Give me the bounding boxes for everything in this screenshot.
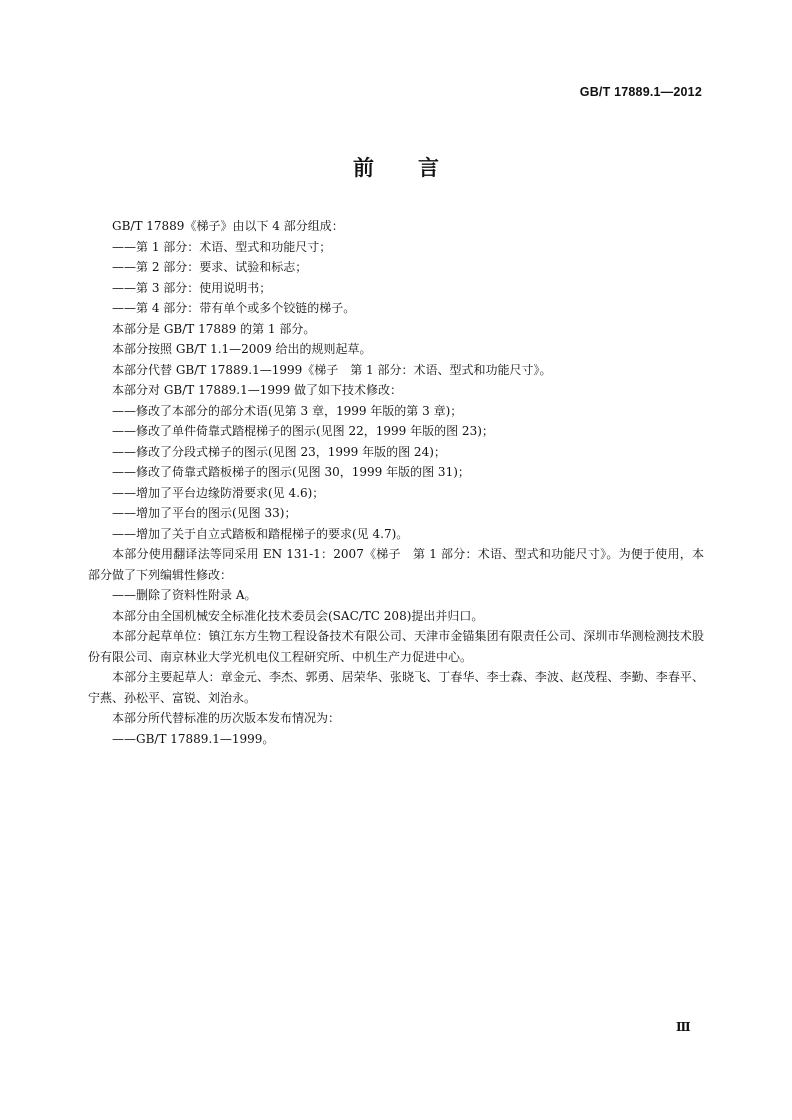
paragraph: 本部分按照 GB/T 1.1—2009 给出的规则起草。: [112, 342, 372, 356]
standard-number: GB/T 17889.1—2012: [579, 85, 702, 99]
list-item: ——增加了平台边缘防滑要求(见 4.6)；: [112, 485, 325, 500]
paragraph: 本部分由全国机械安全标准化技术委员会(SAC/TC 208)提出并归口。: [112, 608, 484, 623]
list-item: ——增加了关于自立式踏板和踏棍梯子的要求(见 4.7)。: [112, 526, 409, 541]
list-item: ——第 1 部分：术语、型式和功能尺寸；: [112, 239, 332, 254]
list-item: ——第 4 部分：带有单个或多个铰链的梯子。: [112, 301, 356, 315]
list-item: ——修改了单件倚靠式踏棍梯子的图示(见图 22，1999 年版的图 23)；: [112, 424, 494, 438]
list-item: ——增加了平台的图示(见图 33)；: [112, 506, 297, 520]
page-title: 前言: [353, 156, 483, 180]
paragraph: 本部分所代替标准的历次版本发布情况为：: [112, 711, 341, 725]
list-item: ——第 2 部分：要求、试验和标志；: [112, 260, 308, 274]
paragraph: 本部分代替 GB/T 17889.1—1999《梯子 第 1 部分：术语、型式和功能尺寸》。: [112, 362, 552, 377]
paragraph: GB/T 17889《梯子》由以下 4 部分组成：: [112, 219, 344, 233]
foreword-body: [88, 216, 704, 749]
page-number: Ⅲ: [676, 1020, 691, 1034]
list-item: ——删除了资料性附录 A。: [112, 588, 257, 602]
list-item: ——修改了倚靠式踏板梯子的图示(见图 30，1999 年版的图 31)；: [112, 465, 470, 479]
list-item: ——修改了本部分的部分术语(见第 3 章，1999 年版的第 3 章)；: [112, 403, 463, 418]
list-item: ——第 3 部分：使用说明书；: [112, 280, 272, 295]
paragraph: 本部分是 GB/T 17889 的第 1 部分。: [112, 321, 316, 336]
list-item: ——GB/T 17889.1—1999。: [112, 731, 275, 746]
paragraph: 本部分起草单位：镇江东方生物工程设备技术有限公司、天津市金锚集团有限责任公司、深圳市华测检测技术股份有限公司、南京林业大学光机电仪工程研究所、中机生产力促进中心。: [88, 629, 704, 664]
paragraph: 本部分对 GB/T 17889.1—1999 做了如下技术修改：: [112, 383, 403, 397]
paragraph: 本部分主要起草人：章金元、李杰、郭勇、居荣华、张晓飞、丁春华、李士森、李波、赵茂程、李勤、李春平、宁燕、孙松平、富锐、刘治永。: [88, 670, 704, 705]
paragraph: 本部分使用翻译法等同采用 EN 131-1：2007《梯子 第 1 部分：术语、型式和功能尺寸》。为便于使用，本部分做了下列编辑性修改：: [88, 547, 704, 582]
list-item: ——修改了分段式梯子的图示(见图 23，1999 年版的图 24)；: [112, 444, 446, 459]
